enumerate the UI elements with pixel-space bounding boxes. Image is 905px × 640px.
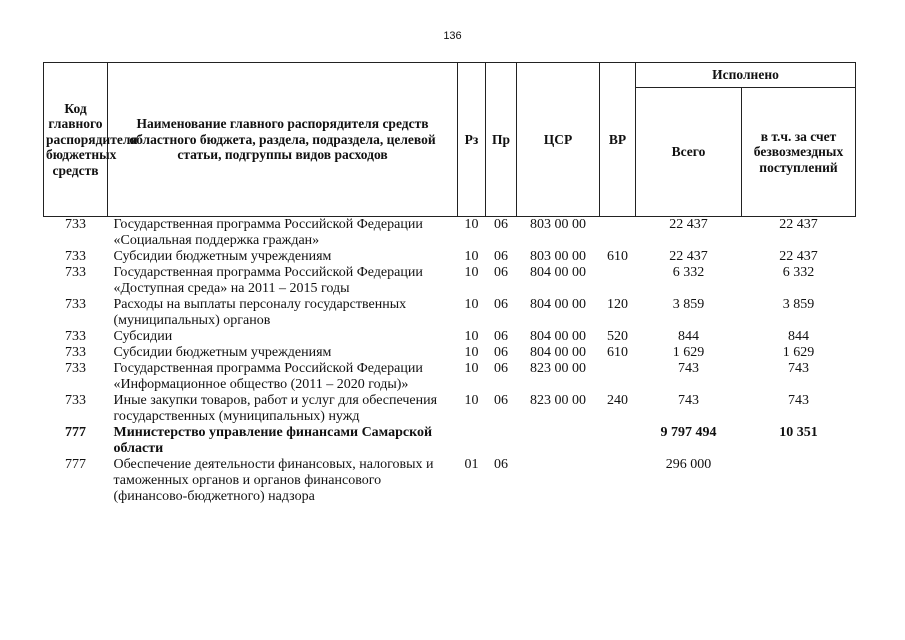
cell-total: 296 000 — [665, 457, 712, 472]
cell-rz: 10 — [464, 329, 479, 344]
cell-total: 9 797 494 — [660, 425, 717, 440]
table-row — [44, 217, 856, 250]
cell-pr: 06 — [494, 361, 508, 376]
cell-name: Государственная программа Российской Федерации «Доступная среда» на 2011 – 2015 годы — [113, 265, 423, 296]
cell-total: 1 629 — [672, 345, 705, 360]
header-csr: ЦСР — [517, 63, 600, 217]
table-body — [44, 217, 856, 506]
cell-rz: 10 — [464, 265, 479, 280]
cell-name: Иные закупки товаров, работ и услуг для обеспечения государственных (муниципальных) нужд — [113, 393, 438, 424]
cell-vr: 120 — [607, 297, 628, 312]
header-name: Наименование главного распорядителя средств областного бюджета, раздела, подраздела, целевой статьи, подгруппы видов расходов — [108, 63, 458, 217]
cell-name: Обеспечение деятельности финансовых, налоговых и таможенных органов и органов финансового (финансово-бюджетного) надзора — [113, 457, 434, 504]
cell-name: Государственная программа Российской Федерации «Информационное общество (2011 – 2020 годы)» — [113, 361, 423, 392]
budget-table — [43, 62, 856, 505]
cell-code: 733 — [65, 329, 86, 344]
cell-pr: 06 — [494, 457, 508, 472]
cell-rz: 10 — [464, 217, 479, 232]
cell-rz: 10 — [464, 361, 479, 376]
table-row — [44, 345, 856, 361]
cell-name: Субсидии бюджетным учреждениям — [113, 249, 332, 264]
cell-total: 844 — [678, 329, 699, 344]
cell-vr — [600, 457, 636, 505]
cell-code: 733 — [65, 249, 86, 264]
cell-csr — [517, 457, 600, 505]
cell-csr: 804 00 00 — [530, 297, 586, 312]
cell-name: Субсидии — [113, 329, 173, 344]
table-row — [44, 361, 856, 393]
cell-name: Министерство управление финансами Самарской области — [113, 425, 433, 456]
cell-csr: 804 00 00 — [530, 265, 586, 280]
cell-pr: 06 — [494, 217, 508, 232]
header-pr: Пр — [486, 63, 517, 217]
cell-pr: 06 — [494, 393, 508, 408]
table-header — [44, 63, 856, 217]
header-code: Код главного распорядителя бюджетных средств — [44, 63, 108, 217]
cell-rz: 01 — [464, 457, 479, 472]
table-row — [44, 457, 856, 505]
cell-csr: 823 00 00 — [530, 361, 586, 376]
cell-code: 733 — [65, 345, 86, 360]
cell-rz: 10 — [464, 393, 479, 408]
cell-pr — [486, 425, 517, 457]
cell-rz: 10 — [464, 297, 479, 312]
cell-free: 22 437 — [779, 249, 818, 264]
cell-csr — [517, 425, 600, 457]
cell-csr: 803 00 00 — [530, 249, 586, 264]
cell-code: 777 — [65, 457, 86, 472]
cell-rz — [458, 425, 486, 457]
cell-name: Расходы на выплаты персоналу государственных (муниципальных) органов — [113, 297, 407, 328]
cell-vr — [600, 425, 636, 457]
table-row — [44, 297, 856, 329]
cell-csr: 823 00 00 — [530, 393, 586, 408]
cell-total: 743 — [678, 393, 699, 408]
cell-pr: 06 — [494, 297, 508, 312]
cell-vr — [600, 361, 636, 393]
cell-pr: 06 — [494, 265, 508, 280]
cell-name: Государственная программа Российской Федерации «Социальная поддержка граждан» — [113, 217, 423, 248]
cell-free: 743 — [788, 393, 809, 408]
cell-free — [742, 457, 856, 505]
cell-code: 733 — [65, 393, 86, 408]
cell-total: 22 437 — [669, 249, 708, 264]
cell-name: Субсидии бюджетным учреждениям — [113, 345, 332, 360]
cell-free: 10 351 — [779, 425, 818, 440]
cell-rz: 10 — [464, 345, 479, 360]
cell-free: 1 629 — [782, 345, 815, 360]
header-total: Всего — [636, 88, 742, 217]
cell-total: 743 — [678, 361, 699, 376]
cell-free: 3 859 — [782, 297, 815, 312]
cell-csr: 804 00 00 — [530, 345, 586, 360]
table-row — [44, 329, 856, 345]
table-row — [44, 425, 856, 457]
cell-csr: 804 00 00 — [530, 329, 586, 344]
cell-vr: 610 — [607, 345, 628, 360]
cell-free: 6 332 — [782, 265, 815, 280]
header-vr: ВР — [600, 63, 636, 217]
page-number: 136 — [443, 30, 462, 42]
cell-code: 777 — [65, 425, 86, 440]
cell-pr: 06 — [494, 249, 508, 264]
cell-free: 844 — [788, 329, 809, 344]
cell-vr: 240 — [607, 393, 628, 408]
header-rz: Рз — [458, 63, 486, 217]
cell-total: 3 859 — [672, 297, 705, 312]
cell-total: 6 332 — [672, 265, 705, 280]
cell-free: 22 437 — [779, 217, 818, 232]
cell-pr: 06 — [494, 329, 508, 344]
cell-code: 733 — [65, 265, 86, 280]
table-row — [44, 265, 856, 297]
cell-vr: 610 — [607, 249, 628, 264]
cell-vr — [600, 265, 636, 297]
table-row — [44, 249, 856, 265]
table-row — [44, 393, 856, 425]
cell-pr: 06 — [494, 345, 508, 360]
cell-total: 22 437 — [669, 217, 708, 232]
cell-free: 743 — [788, 361, 809, 376]
cell-rz: 10 — [464, 249, 479, 264]
cell-csr: 803 00 00 — [530, 217, 586, 232]
cell-code: 733 — [65, 361, 86, 376]
cell-vr — [600, 217, 636, 250]
cell-code: 733 — [65, 217, 86, 232]
cell-vr: 520 — [607, 329, 628, 344]
header-free: в т.ч. за счет безвозмездных поступлений — [742, 88, 856, 217]
header-executed: Исполнено — [636, 63, 856, 88]
cell-code: 733 — [65, 297, 86, 312]
